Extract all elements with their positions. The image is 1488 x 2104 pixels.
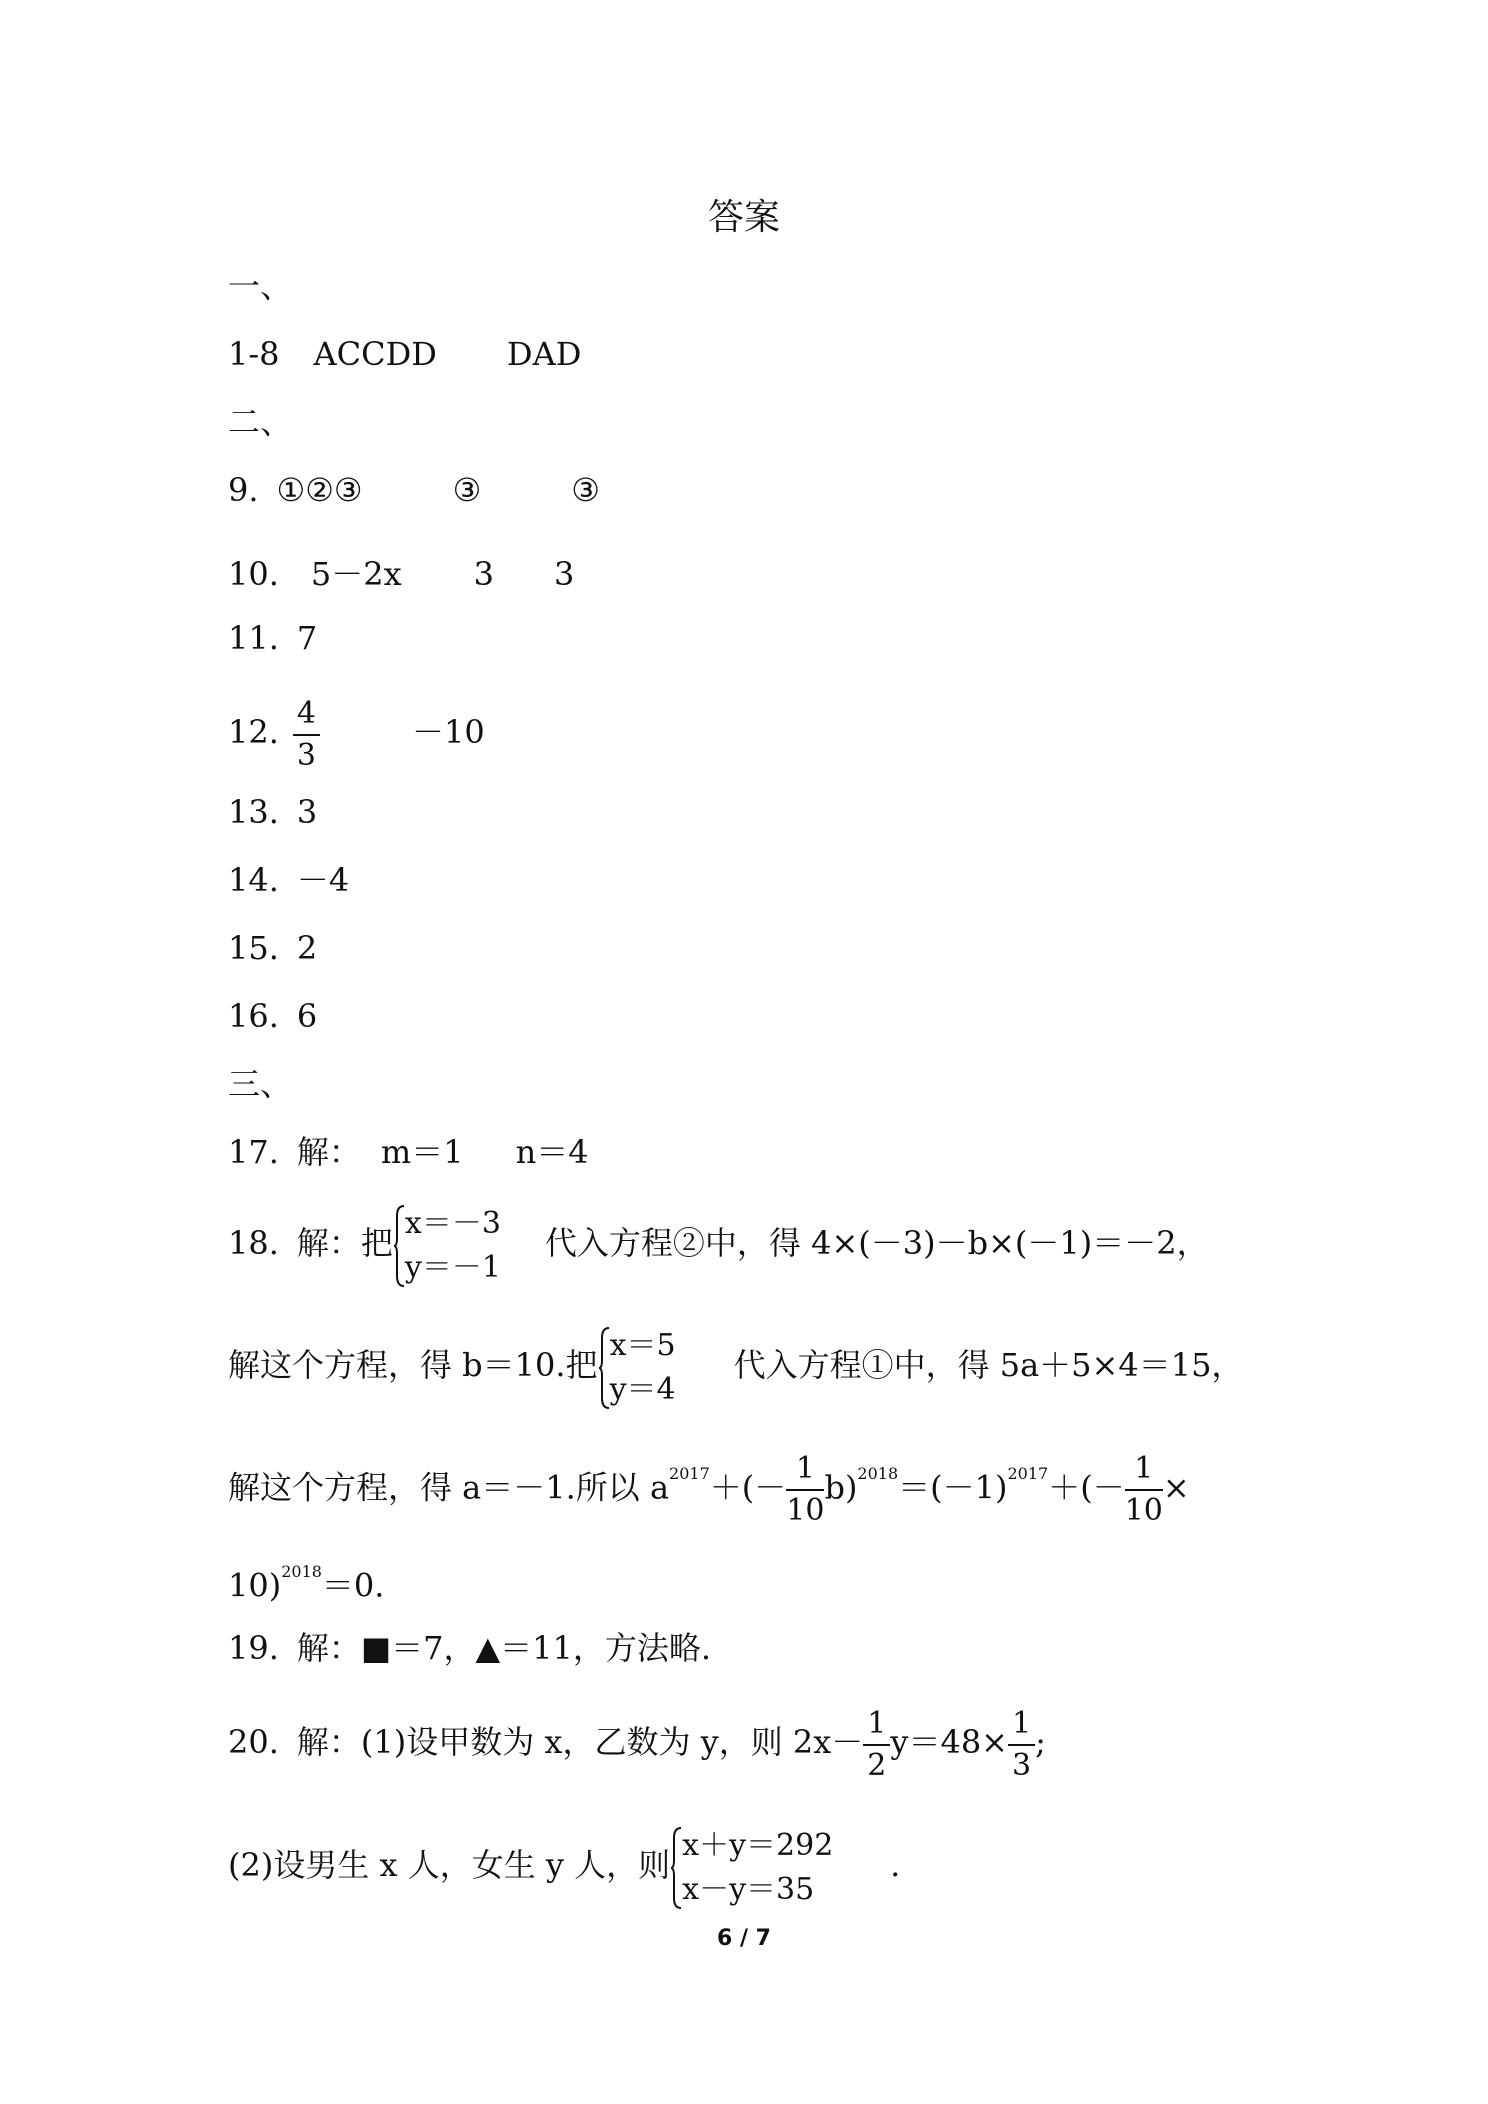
page-title: 答案 bbox=[707, 197, 780, 238]
system-row-1: x＝－3 bbox=[404, 1205, 501, 1241]
section-heading-3: 三、 bbox=[228, 1065, 293, 1103]
equation-system bbox=[393, 1204, 519, 1288]
fraction-numerator: 1 bbox=[786, 1451, 824, 1491]
answer-text: n＝4 bbox=[515, 1133, 589, 1171]
exponent: 2018 bbox=[857, 1464, 899, 1483]
answer-text: (2)设男生 x 人，女生 y 人，则 bbox=[228, 1846, 671, 1884]
answer-text: －4 bbox=[296, 861, 350, 899]
answer-text: m＝1 bbox=[380, 1133, 464, 1171]
fraction-denominator: 10 bbox=[786, 1493, 825, 1529]
answer-text: ＋(－ bbox=[1048, 1468, 1125, 1507]
fraction-numerator: 4 bbox=[293, 696, 320, 736]
answer-line-1-8 bbox=[228, 334, 581, 374]
section-heading-2: 二、 bbox=[228, 403, 293, 441]
exponent: 2017 bbox=[669, 1464, 710, 1483]
answer-text: 解： bbox=[296, 1133, 361, 1171]
answer-text: 7 bbox=[296, 619, 318, 657]
fraction-denominator: 10 bbox=[1124, 1493, 1163, 1529]
fraction-denominator: 3 bbox=[1012, 1747, 1032, 1783]
left-brace-icon bbox=[598, 1326, 610, 1410]
answer-text: ③ bbox=[571, 471, 600, 509]
answer-text: 解：把 bbox=[296, 1224, 393, 1262]
answer-text: ; bbox=[1035, 1723, 1046, 1761]
fraction bbox=[293, 696, 320, 774]
answer-text: 解：■＝7，▲＝11，方法略. bbox=[296, 1629, 711, 1667]
answer-line-9 bbox=[228, 470, 600, 510]
answer-line-17 bbox=[228, 1132, 589, 1172]
fraction-numerator: 1 bbox=[1008, 1706, 1035, 1746]
answer-text: y＝48× bbox=[890, 1723, 1008, 1761]
answer-text: ③ bbox=[452, 471, 482, 509]
fraction-denominator: 2 bbox=[867, 1747, 887, 1783]
item-number: 20. bbox=[228, 1723, 279, 1761]
equation-system bbox=[670, 1826, 846, 1910]
answer-text: 代入方程①中，得 5a＋5×4＝15， bbox=[733, 1346, 1244, 1384]
answer-text: 5－2x bbox=[310, 555, 402, 593]
fraction bbox=[786, 1451, 824, 1529]
answer-text: 3 bbox=[296, 793, 318, 831]
answer-line-18-a bbox=[228, 1200, 1209, 1286]
item-number: 18. bbox=[228, 1224, 279, 1262]
fraction-denominator: 3 bbox=[296, 737, 316, 773]
answer-text: ＋(－ bbox=[709, 1468, 787, 1507]
answer-line-14 bbox=[228, 860, 349, 900]
fraction bbox=[863, 1706, 890, 1784]
left-brace-icon bbox=[670, 1826, 682, 1910]
item-number: 11. bbox=[228, 619, 279, 657]
answer-text: DAD bbox=[506, 335, 582, 373]
answer-text: b) bbox=[824, 1468, 858, 1507]
answer-line-19 bbox=[228, 1628, 711, 1668]
answer-text: ①②③ bbox=[276, 471, 363, 509]
answer-text: 代入方程②中，得 4×(－3)－b×(－1)＝－2， bbox=[544, 1224, 1209, 1262]
answer-text: 6 bbox=[296, 997, 318, 1035]
answer-text: －10 bbox=[411, 713, 485, 751]
fraction-numerator: 1 bbox=[1125, 1451, 1163, 1491]
page-number: 6 / 7 bbox=[717, 1926, 771, 1951]
answer-line-11 bbox=[228, 618, 317, 658]
exponent: 2018 bbox=[281, 1562, 322, 1581]
answer-line-10 bbox=[228, 554, 574, 594]
section-heading-1: 一、 bbox=[228, 267, 293, 305]
system-row-1: x＝5 bbox=[609, 1327, 676, 1363]
answer-text: × bbox=[1162, 1468, 1190, 1507]
answer-line-20-a bbox=[228, 1700, 1046, 1784]
item-number: 10. bbox=[228, 555, 279, 593]
item-number: 14. bbox=[228, 861, 279, 899]
item-number: 9. bbox=[228, 471, 259, 509]
answer-line-18-c bbox=[228, 1440, 1190, 1529]
answer-text: 解这个方程，得 a＝－1.所以 a bbox=[228, 1468, 670, 1507]
item-number: 12. bbox=[228, 713, 279, 751]
answer-line-18-b bbox=[228, 1322, 1243, 1408]
answer-line-18-d bbox=[228, 1560, 384, 1606]
answer-text: ＝(－1) bbox=[898, 1468, 1008, 1507]
left-brace-icon bbox=[393, 1204, 405, 1288]
answer-line-20-b bbox=[228, 1822, 900, 1908]
item-number: 16. bbox=[228, 997, 279, 1035]
answer-text: 3 bbox=[473, 555, 495, 593]
system-row-2: y＝－1 bbox=[404, 1249, 501, 1285]
item-number: 13. bbox=[228, 793, 279, 831]
item-number: 15. bbox=[228, 929, 279, 967]
answer-text: ACCDD bbox=[313, 335, 437, 373]
answer-text: . bbox=[890, 1846, 901, 1884]
answer-text: 10) bbox=[228, 1566, 282, 1605]
system-row-2: y＝4 bbox=[609, 1371, 676, 1407]
answer-line-12 bbox=[228, 690, 485, 774]
answer-line-15 bbox=[228, 928, 317, 968]
fraction bbox=[1008, 1706, 1035, 1784]
system-row-2: x－y＝35 bbox=[682, 1871, 815, 1907]
answer-text: 2 bbox=[296, 929, 318, 967]
answer-text: ＝0. bbox=[321, 1566, 385, 1605]
answer-line-16 bbox=[228, 996, 317, 1036]
fraction-numerator: 1 bbox=[863, 1706, 890, 1746]
exponent: 2017 bbox=[1007, 1464, 1049, 1483]
item-number: 17. bbox=[228, 1133, 279, 1171]
item-number: 1-8 bbox=[228, 335, 280, 373]
item-number: 19. bbox=[228, 1629, 279, 1667]
answer-text: 解这个方程，得 b＝10.把 bbox=[228, 1346, 598, 1384]
system-row-1: x＋y＝292 bbox=[682, 1827, 834, 1863]
answer-text: 解：(1)设甲数为 x，乙数为 y，则 2x－ bbox=[296, 1723, 864, 1761]
answer-text: 3 bbox=[554, 555, 575, 593]
fraction bbox=[1125, 1451, 1163, 1529]
answer-line-13 bbox=[228, 792, 317, 832]
equation-system bbox=[598, 1326, 698, 1410]
